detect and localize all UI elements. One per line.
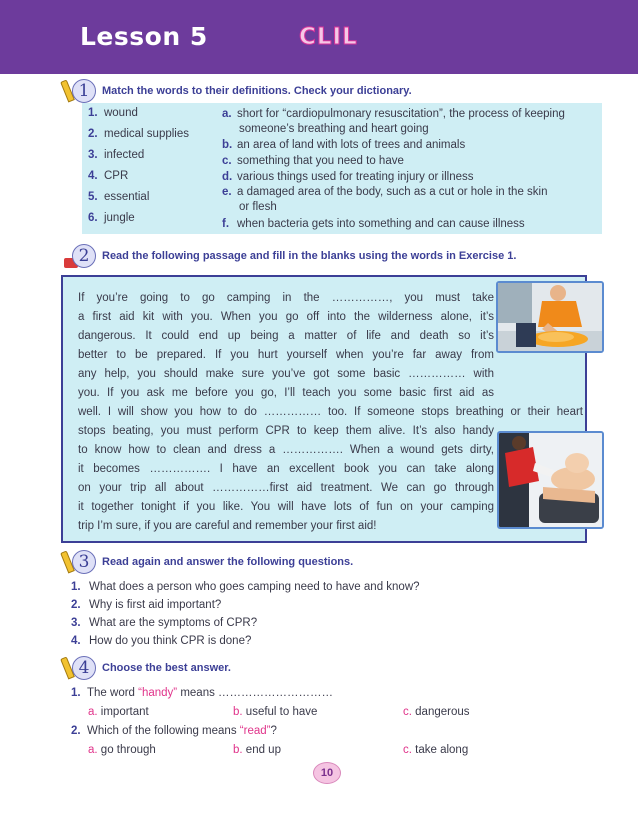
passage-line: it together tonight if you like. You will have lots of fun on your camping xyxy=(78,501,494,513)
answer-option[interactable]: b. end up xyxy=(233,744,281,756)
exercise-3-heading xyxy=(64,548,353,576)
exercise-1-heading xyxy=(64,77,412,105)
passage-line: a first aid kit with you. When you go off into the wilderness alone, it’s xyxy=(78,311,494,323)
cpr-training-illustration xyxy=(498,283,602,351)
exercise-number: 3 xyxy=(72,550,96,574)
cpr-dummy-illustration xyxy=(499,433,602,527)
passage-line: trip I’m sure, if you are careful and remember your first aid! xyxy=(78,520,377,532)
exercise-number: 1 xyxy=(72,79,96,103)
answer-option[interactable]: b. useful to have xyxy=(233,706,318,718)
definition-item: a. short for “cardiopulmonary resuscitation”, the process of keeping someone’s breathing and heart going xyxy=(222,108,565,135)
definition-item: c. something that you need to have xyxy=(222,155,404,167)
cpr-dummy-photo xyxy=(497,431,604,529)
lesson-header xyxy=(0,0,638,74)
question-item: 3. What are the symptoms of CPR? xyxy=(71,617,258,629)
subject-label: CLIL xyxy=(299,24,358,50)
exercise-2-instruction: Read the following passage and fill in the blanks using the words in Exercise 1. xyxy=(102,250,517,262)
exercise-3-badge xyxy=(64,548,98,576)
passage-line: to know how to clean and dress a ……………. When a wound gets dirty, xyxy=(78,444,494,456)
question-item: 2. Why is first aid important? xyxy=(71,599,222,611)
passage-line: any help, you should make sure you’ve got some basic …………… with xyxy=(78,368,494,380)
lesson-title: Lesson 5 xyxy=(80,22,208,51)
definition-item: e. a damaged area of the body, such as a cut or hole in the skin or flesh xyxy=(222,186,548,213)
word-item: 5. essential xyxy=(88,191,150,203)
exercise-1-instruction: Match the words to their definitions. Check your dictionary. xyxy=(102,85,412,97)
word-item: 2. medical supplies xyxy=(88,128,189,140)
answer-option[interactable]: a. important xyxy=(88,706,149,718)
cpr-training-photo xyxy=(496,281,604,353)
passage-line: stops beating, you must perform CPR to keep them alive. It’s also handy xyxy=(78,425,494,437)
word-item: 3. infected xyxy=(88,149,145,161)
page-number: 10 xyxy=(313,762,341,784)
passage-line: it becomes ……………. I have an excellent book you can take along xyxy=(78,463,494,475)
exercise-1-badge xyxy=(64,77,98,105)
definition-item: f. when bacteria gets into something and can cause illness xyxy=(222,218,525,230)
exercise-3-instruction: Read again and answer the following questions. xyxy=(102,556,354,568)
exercise-4-badge xyxy=(64,654,98,682)
word-item: 1. wound xyxy=(88,107,138,119)
exercise-number: 2 xyxy=(72,244,96,268)
passage-line: dangerous. It could end up being a matter of life and death so it’s xyxy=(78,330,494,342)
word-item: 6. jungle xyxy=(88,212,135,224)
word-item: 4. CPR xyxy=(88,170,129,182)
passage-line: you. If you ask me before you go, I’ll teach you some basic first aid as xyxy=(78,387,494,399)
exercise-4-heading xyxy=(64,654,231,682)
mc-question-2: 2. Which of the following means “read”? xyxy=(71,725,277,737)
exercise-2-heading xyxy=(64,242,516,270)
passage-line: on your trip all about ……………first aid treatment. We can go through xyxy=(78,482,494,494)
question-item: 4. How do you think CPR is done? xyxy=(71,635,252,647)
answer-option[interactable]: a. go through xyxy=(88,744,156,756)
question-item: 1. What does a person who goes camping need to have and know? xyxy=(71,581,420,593)
passage-line: better to be prepared. If you hurt yourself when you’re far away from xyxy=(78,349,494,361)
answer-option[interactable]: c. take along xyxy=(403,744,469,756)
exercise-number: 4 xyxy=(72,656,96,680)
answer-option[interactable]: c. dangerous xyxy=(403,706,470,718)
mc-question-1: 1. The word “handy” means ………………………… xyxy=(71,687,334,699)
definition-item: d. various things used for treating injury or illness xyxy=(222,171,474,183)
passage-line: well. I will show you how to do …………… too. If someone stops breathing or their heart xyxy=(78,406,583,418)
exercise-2-badge xyxy=(64,242,98,270)
passage-line: If you’re going to go camping in the ……………, you must take xyxy=(78,292,494,304)
exercise-4-instruction: Choose the best answer. xyxy=(102,662,231,674)
definition-item: b. an area of land with lots of trees and animals xyxy=(222,139,466,151)
